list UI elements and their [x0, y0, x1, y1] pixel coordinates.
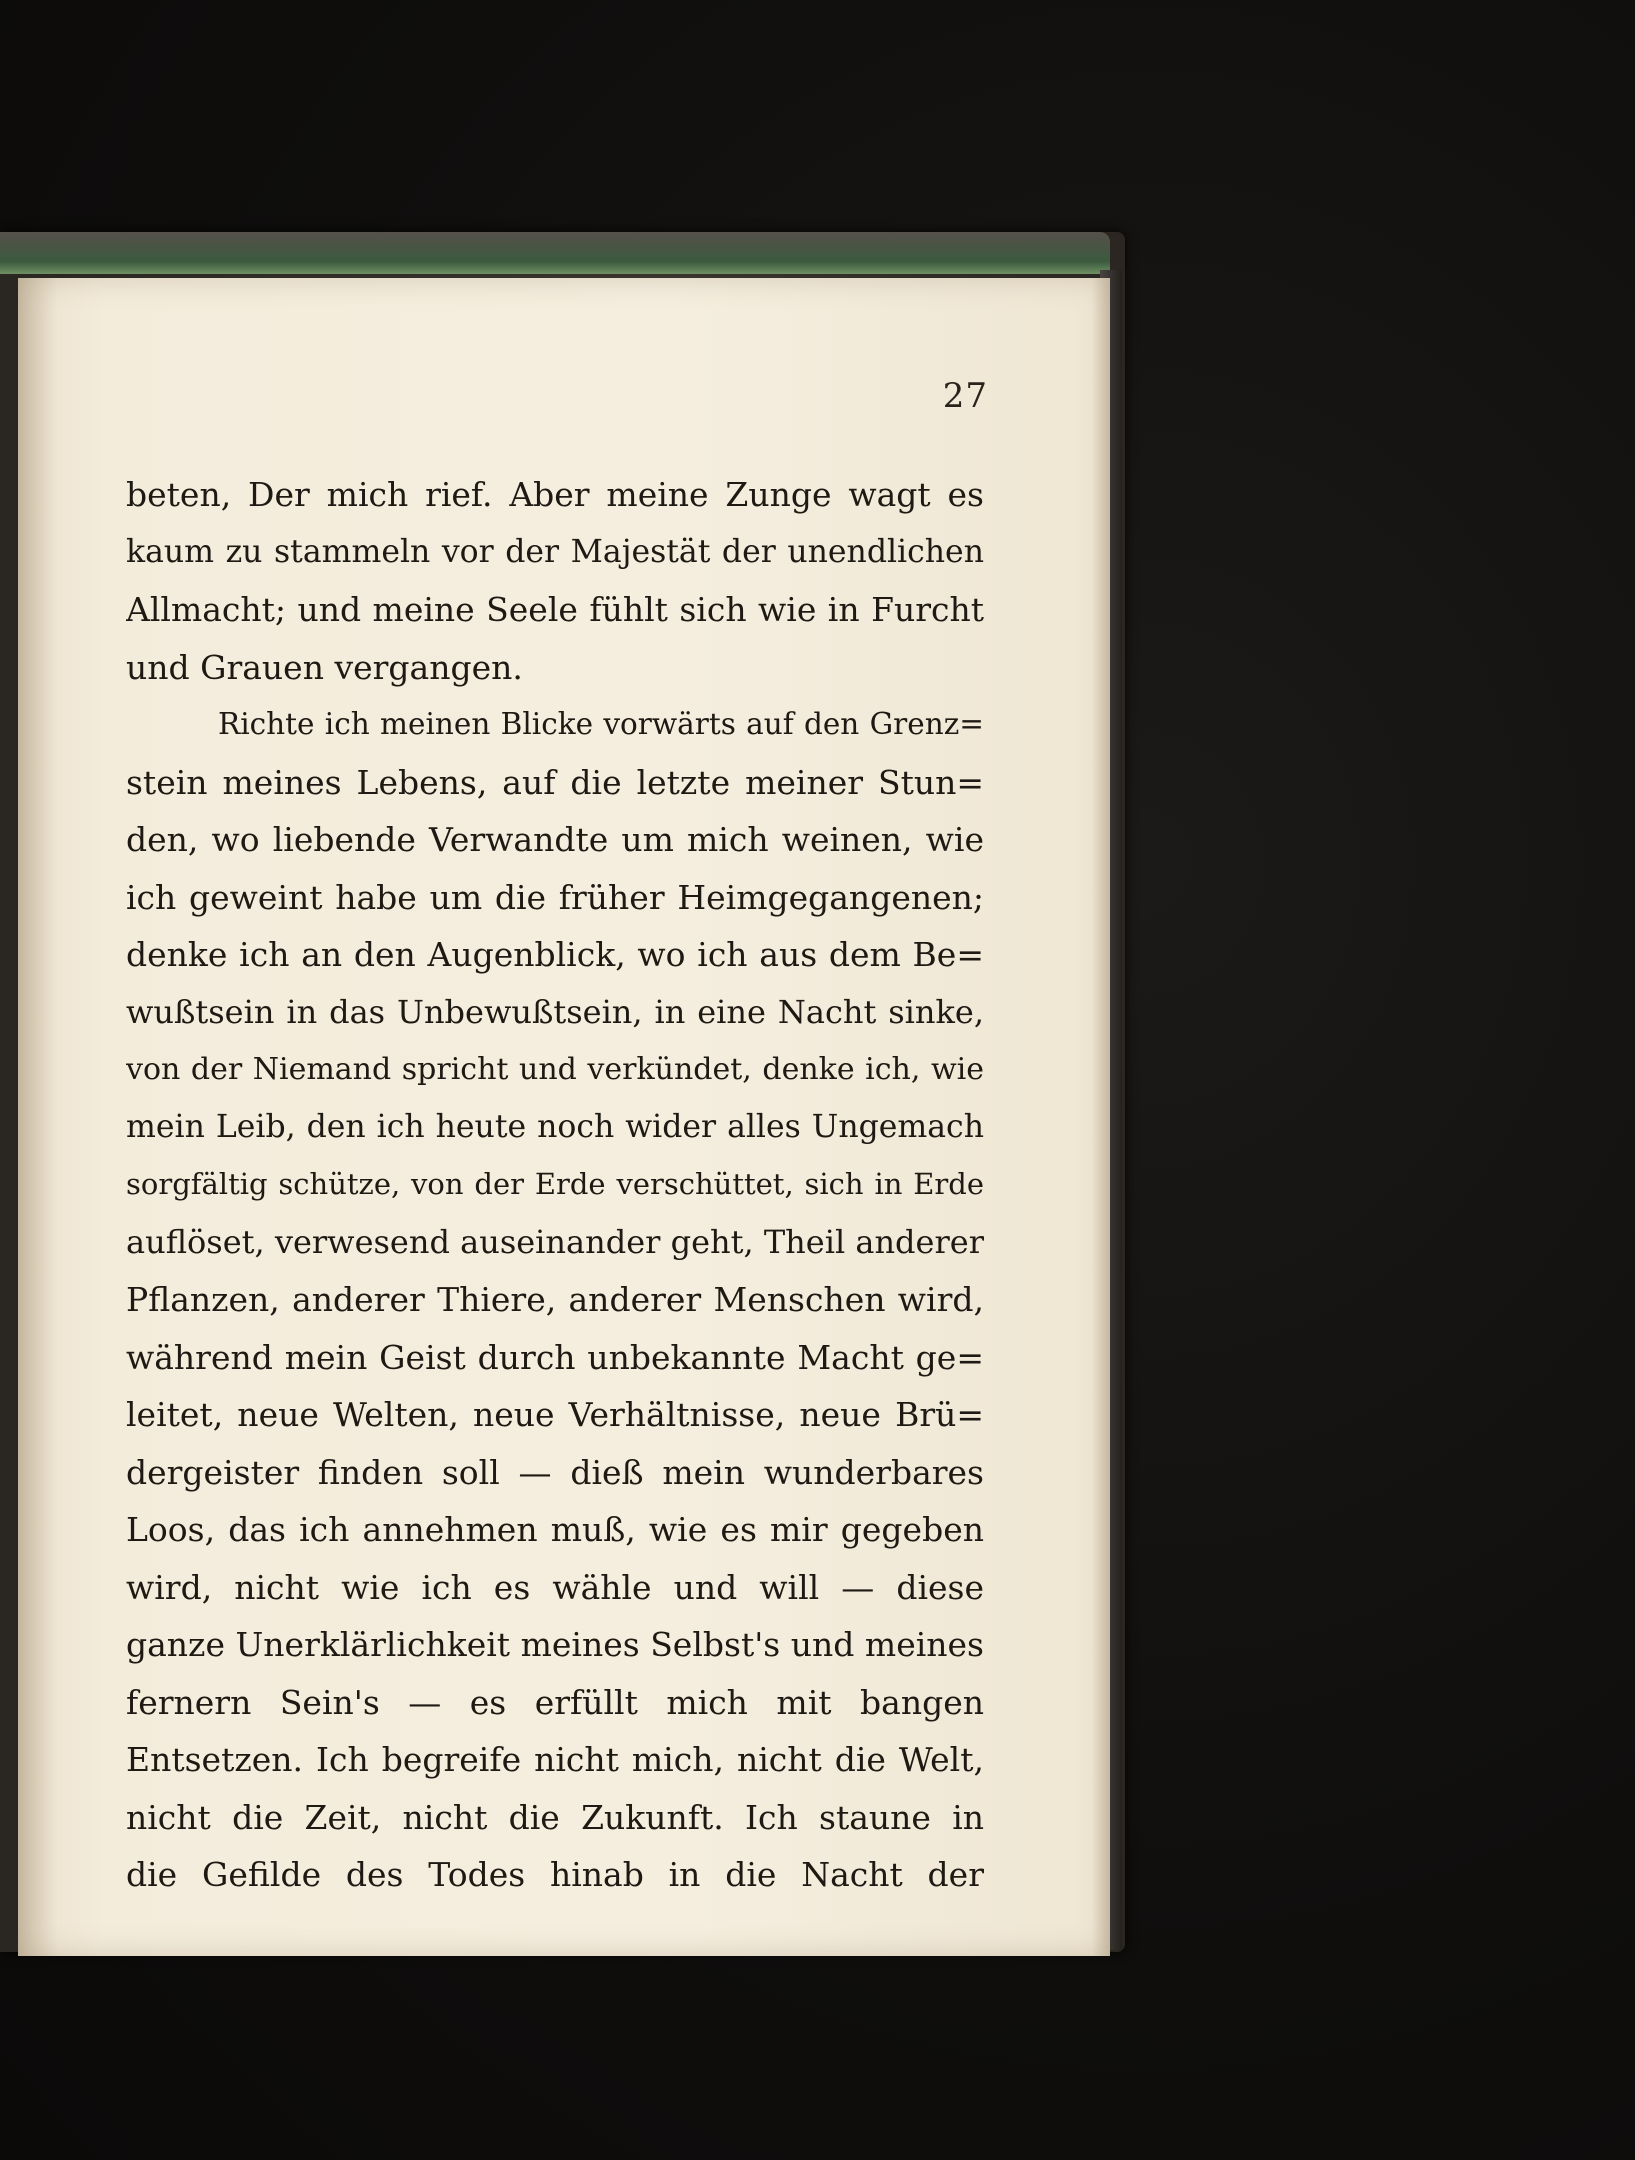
text-line: Entsetzen. Ich begreife nicht mich, nicht die Welt,: [126, 1740, 984, 1779]
text-line: wird, nicht wie ich es wähle und will — diese: [126, 1567, 984, 1607]
text-line: ich geweint habe um die früher Heimgegangenen;: [126, 877, 984, 917]
text-line: sorgfältig schütze, von der Erde verschüttet, sich in Erde: [126, 1167, 984, 1201]
text-line: beten, Der mich rief. Aber meine Zunge wagt es: [126, 475, 984, 514]
text-line: Pflanzen, anderer Thiere, anderer Menschen wird,: [126, 1280, 984, 1319]
text-line: wußtsein in das Unbewußtsein, in eine Nacht sinke,: [126, 992, 984, 1031]
text-line: mein Leib, den ich heute noch wider alles Ungemach: [126, 1108, 984, 1145]
text-line: Loos, das ich annehmen muß, wie es mir gegeben: [126, 1510, 984, 1549]
text-line: während mein Geist durch unbekannte Macht ge=: [126, 1337, 984, 1377]
page-edge: [1092, 278, 1110, 1956]
text-line: und Grauen vergangen.: [126, 647, 523, 687]
page-number: 27: [942, 376, 988, 416]
text-line: dergeister finden soll — dieß mein wunderbares: [126, 1452, 984, 1492]
text-line: Allmacht; und meine Seele fühlt sich wie in Furcht: [126, 590, 984, 629]
text-line: leitet, neue Welten, neue Verhältnisse, neue Brü=: [126, 1395, 984, 1434]
text-line: denke ich an den Augenblick, wo ich aus dem Be=: [126, 935, 984, 974]
text-line: fernern Sein's — es erfüllt mich mit bangen: [126, 1682, 984, 1722]
text-line: stein meines Lebens, auf die letzte meiner Stun=: [126, 762, 984, 802]
text-line: kaum zu stammeln vor der Majestät der unendlichen: [126, 533, 984, 570]
text-line: den, wo liebende Verwandte um mich weinen, wie: [126, 820, 984, 859]
text-line: auflöset, verwesend auseinander geht, Theil anderer: [126, 1222, 984, 1261]
text-line: ganze Unerklärlichkeit meines Selbst's und meines: [126, 1625, 984, 1664]
text-line: nicht die Zeit, nicht die Zukunft. Ich staune in: [126, 1797, 984, 1837]
text-line: die Gefilde des Todes hinab in die Nacht der: [126, 1855, 984, 1894]
book-top-edge: [0, 232, 1110, 274]
text-line: Richte ich meinen Blicke vorwärts auf den Grenz=: [218, 707, 984, 741]
text-line: von der Niemand spricht und verkündet, denke ich, wie: [126, 1052, 984, 1087]
page-gutter: [18, 278, 58, 1956]
book-page: [18, 278, 1110, 1956]
body-text: [126, 466, 984, 1904]
